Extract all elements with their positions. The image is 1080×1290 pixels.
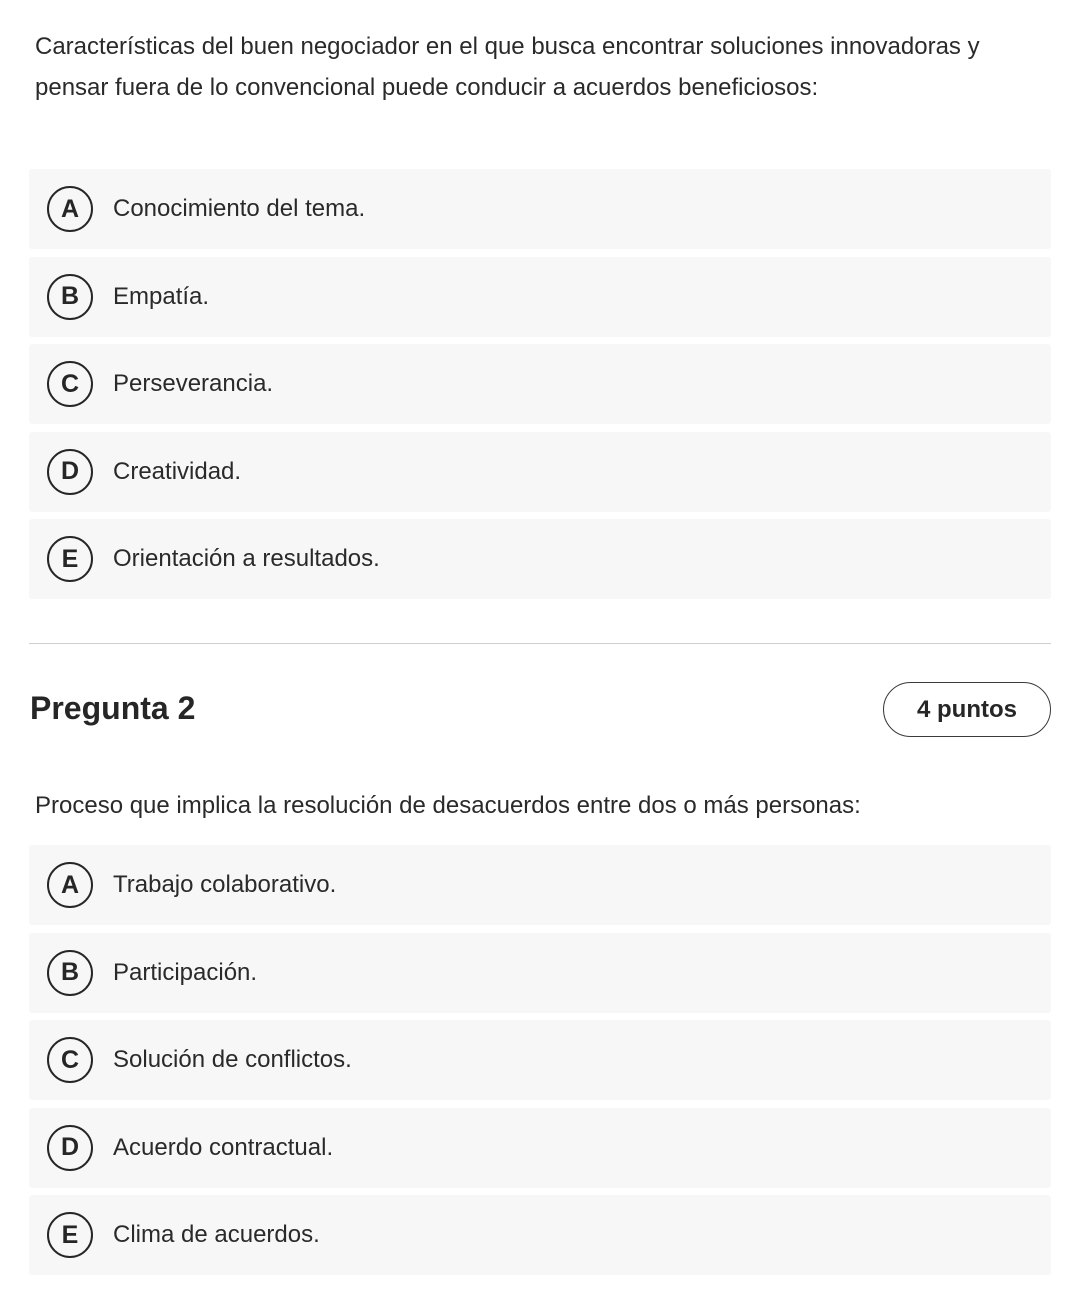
option-letter-bubble: E (47, 536, 93, 582)
option-letter-bubble: C (47, 1037, 93, 1083)
question-1-options (29, 169, 1051, 607)
option-letter-bubble: A (47, 862, 93, 908)
option-letter-bubble: D (47, 1125, 93, 1171)
question-2-text: Proceso que implica la resolución de desacuerdos entre dos o más personas: (35, 792, 861, 819)
option-label: Trabajo colaborativo. (113, 871, 337, 898)
option-label: Clima de acuerdos. (113, 1221, 320, 1248)
question-2-options (29, 845, 1051, 1283)
points-badge: 4 puntos (883, 682, 1051, 737)
option-letter-bubble: E (47, 1212, 93, 1258)
question-2-heading: Pregunta 2 (30, 690, 196, 726)
option-label: Creatividad. (113, 457, 242, 485)
option-letter-bubble: B (47, 274, 93, 320)
q2-option-c[interactable] (29, 1020, 1051, 1100)
q1-option-c[interactable] (29, 344, 1051, 424)
option-label: Conocimiento del tema. (113, 195, 366, 222)
q2-option-e[interactable] (29, 1195, 1051, 1275)
option-letter-bubble: B (47, 950, 93, 996)
option-letter-bubble: D (47, 449, 93, 495)
option-letter-bubble: C (47, 361, 93, 407)
q1-option-d[interactable] (29, 432, 1051, 512)
q1-option-b[interactable] (29, 257, 1051, 337)
option-label: Empatía. (113, 282, 210, 310)
option-label: Participación. (113, 958, 258, 986)
q2-option-d[interactable] (29, 1108, 1051, 1188)
option-label: Solución de conflictos. (113, 1046, 352, 1073)
option-label: Orientación a resultados. (113, 545, 380, 572)
question-1-text: Características del buen negociador en el que busca encontrar soluciones innovadoras y pensar fuera de lo convencional puede conducir a acuerdos beneficiosos: (35, 33, 980, 101)
q1-option-e[interactable] (29, 519, 1051, 599)
option-label: Perseverancia. (113, 370, 274, 397)
q2-option-a[interactable] (29, 845, 1051, 925)
option-letter-bubble: A (47, 186, 93, 232)
q1-option-a[interactable] (29, 169, 1051, 249)
question-divider (29, 643, 1051, 644)
option-label: Acuerdo contractual. (113, 1133, 334, 1161)
q2-option-b[interactable] (29, 933, 1051, 1013)
